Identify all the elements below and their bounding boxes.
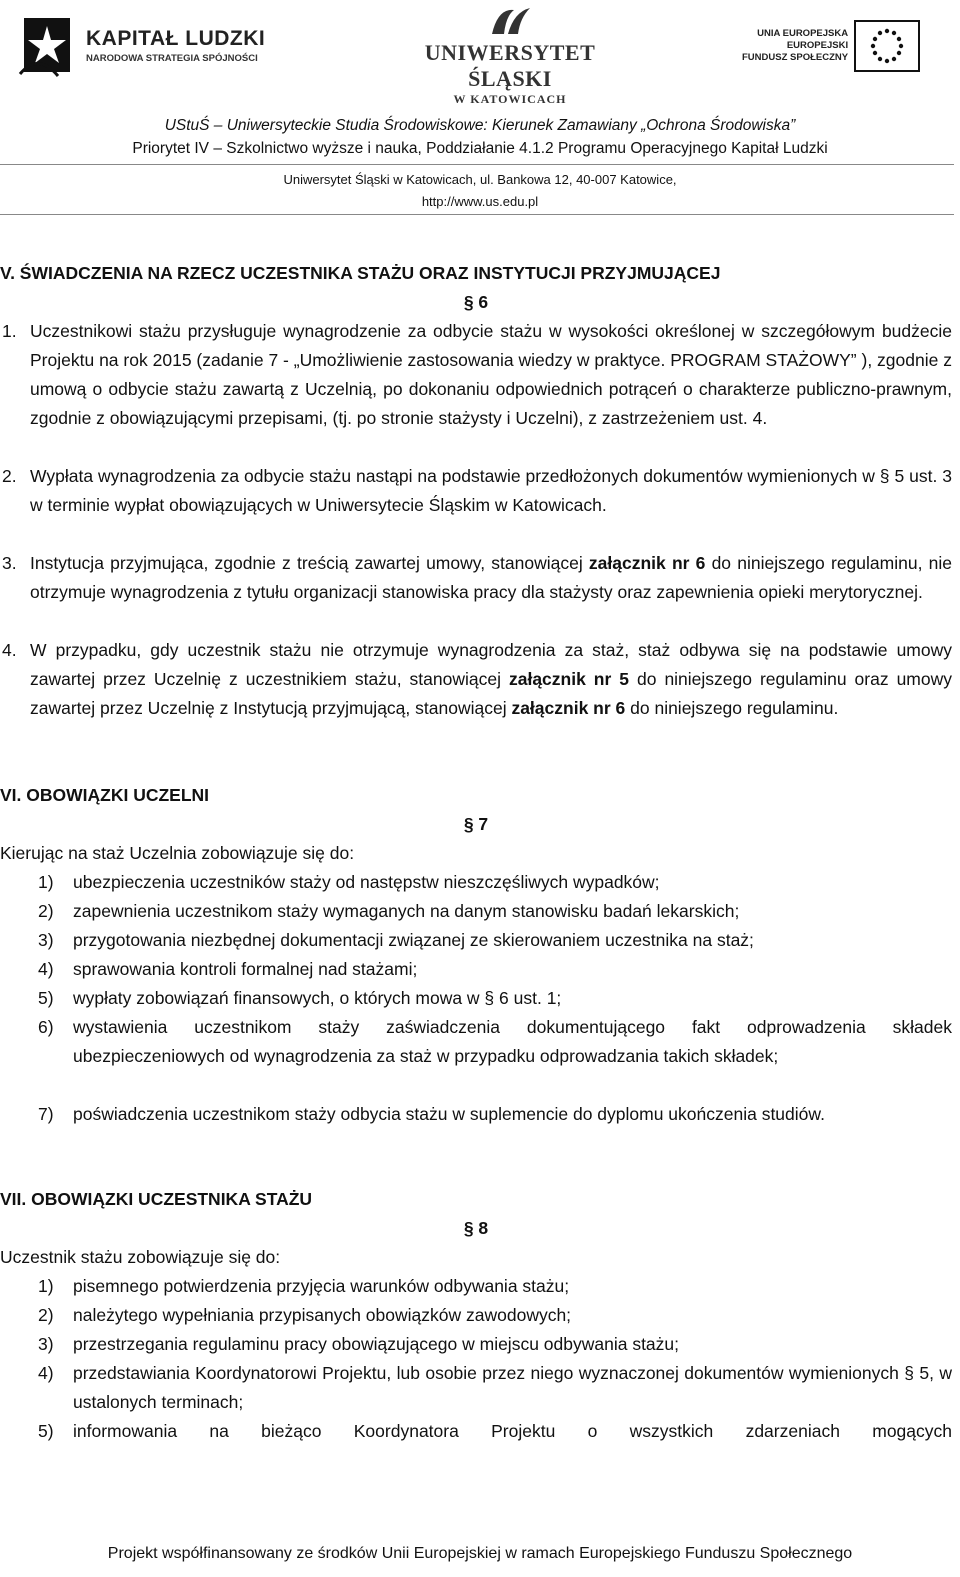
section-5-paragraph-mark: § 6 <box>463 292 489 312</box>
university-logo <box>390 4 630 107</box>
clause-3-text: Instytucja przyjmująca, zgodnie z treścią zawartej umowy, stanowiącej załącznik nr 6 do niniejszego regulaminu, nie otrzymuje wynagrodzenia z tytułu organizacji stanowiska pracy dla stażysty oraz zapewnienia opieki merytorycznej. <box>30 553 952 602</box>
page-footer: Projekt współfinansowany ze środków Unii Europejskiej w ramach Europejskiego Funduszu Społecznego <box>107 1545 853 1562</box>
attachment-ref: załącznik nr 6 <box>511 698 626 718</box>
clause-2-text: Wypłata wynagrodzenia za odbycie stażu nastąpi na podstawie przedłożonych dokumentów wymienionych w § 5 ust. 3 w terminie wypłat obowiązujących w Uniwersytecie Śląskim w Katowicach. <box>30 466 952 515</box>
university-subtitle: W KATOWICACH <box>453 92 567 106</box>
eu-logo <box>742 20 920 72</box>
university-title: UNIWERSYTET ŚLĄSKI <box>424 40 596 91</box>
section-6-heading: VI. OBOWIĄZKI UCZELNI <box>0 785 210 805</box>
eu-line-3: FUNDUSZ SPOŁECZNY <box>742 52 849 63</box>
kapital-ludzki-icon <box>18 12 76 78</box>
kapital-ludzki-title: KAPITAŁ LUDZKI <box>86 26 266 50</box>
header-divider-top <box>0 164 954 165</box>
clause-1-number: 1. <box>2 321 17 341</box>
section-5-heading: V. ŚWIADCZENIA NA RZECZ UCZESTNIKA STAŻU ORAZ INSTYTUCJI PRZYJMUJĄCEJ <box>0 263 721 283</box>
university-emblem-icon <box>484 4 536 40</box>
document-header <box>0 114 960 212</box>
section-6-intro: Kierując na staż Uczelnia zobowiązuje się do: <box>0 843 355 863</box>
header-priority: Priorytet IV – Szkolnictwo wyższe i nauka, Poddziałanie 4.1.2 Programu Operacyjnego Kapitał Ludzki <box>132 140 828 157</box>
logo-bar <box>0 0 960 106</box>
eu-line-2: EUROPEJSKI <box>786 40 849 51</box>
clause-3-number: 3. <box>2 553 17 573</box>
attachment-ref: załącznik nr 6 <box>588 553 706 573</box>
header-address: Uniwersytet Śląski w Katowicach, ul. Bankowa 12, 40-007 Katowice, <box>283 172 677 187</box>
attachment-ref: załącznik nr 5 <box>508 669 630 689</box>
header-url: http://www.us.edu.pl <box>421 194 539 209</box>
eu-flag-icon <box>854 20 920 72</box>
kapital-ludzki-logo <box>18 12 265 78</box>
header-project-title: UStuŚ – Uniwersyteckie Studia Środowiskowe: Kierunek Zamawiany „Ochrona Środowiska” <box>164 117 796 134</box>
header-divider-bottom <box>0 214 954 215</box>
kapital-ludzki-subtitle: NARODOWA STRATEGIA SPÓJNOŚCI <box>86 52 258 64</box>
section-7-intro: Uczestnik stażu zobowiązuje się do: <box>0 1247 281 1267</box>
section-7-paragraph-mark: § 8 <box>463 1218 489 1238</box>
clause-1-text: Uczestnikowi stażu przysługuje wynagrodzenie za odbycie stażu w wysokości określonej w szczegółowym budżecie Projektu na rok 2015 (zadanie 7 - „Umożliwienie zastosowania wiedzy w praktyce. PROGRAM STAŻOWY” ), zgodnie z umową o odbycie stażu zawartą z Uczelnią, po dokonaniu odpowiednich potrąceń o charakterze publiczno-prawnym, zgodnie z obowiązującymi przepisami, (tj. po stronie stażysty i Uczelni), z zastrzeżeniem ust. 4. <box>30 321 952 428</box>
clause-4-text: W przypadku, gdy uczestnik stażu nie otrzymuje wynagrodzenia za staż, staż odbywa się na podstawie umowy zawartej przez Uczelnię z uczestnikiem stażu, stanowiącej załącznik nr 5 do niniejszego regulaminu oraz umowy zawartej przez Uczelnię z Instytucją przyjmującą, stanowiącej załącznik nr 6 do niniejszego regulaminu. <box>30 640 952 718</box>
section-6-paragraph-mark: § 7 <box>463 814 489 834</box>
clause-4-number: 4. <box>2 640 17 660</box>
clause-2-number: 2. <box>2 466 17 486</box>
eu-line-1: UNIA EUROPEJSKA <box>757 28 849 39</box>
section-7-heading: VII. OBOWIĄZKI UCZESTNIKA STAŻU <box>0 1189 313 1209</box>
